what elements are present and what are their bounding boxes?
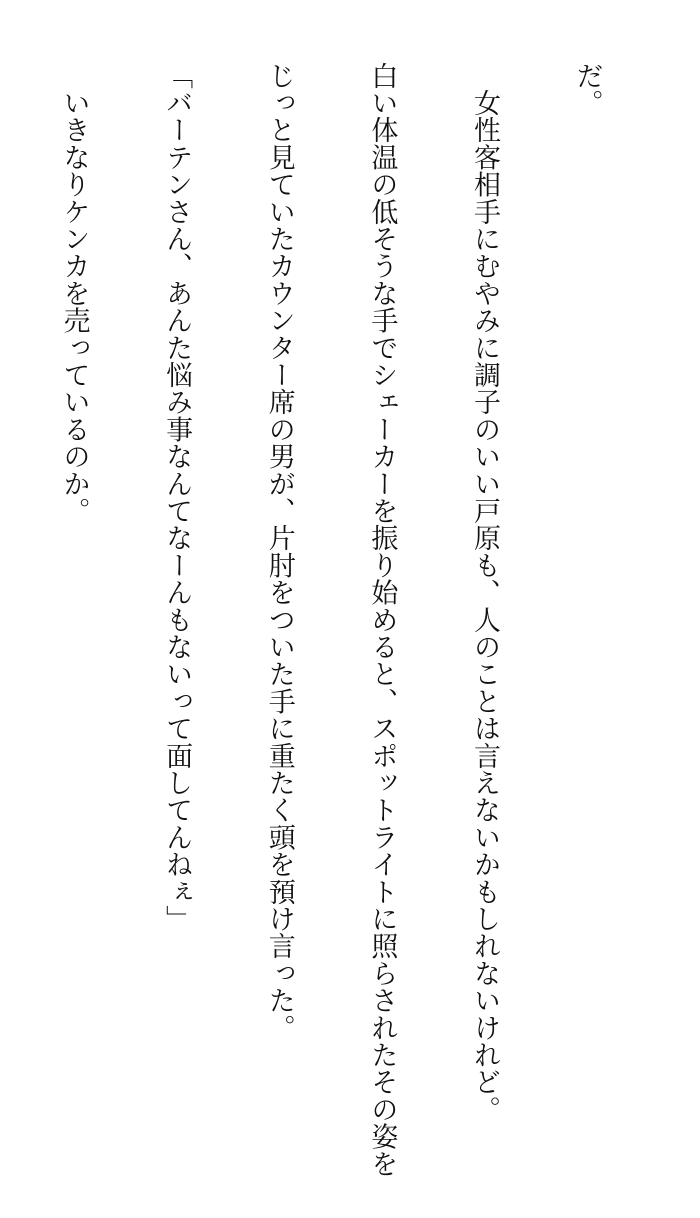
- text-line: じっと見ていたカウンター席の男が、片肘をついた手に重たく頭を預け言った。: [263, 62, 295, 1042]
- text-line: だ。: [571, 62, 603, 117]
- text-line: 女性客相手にむやみに調子のいい戸原も、人のことは言えないかもしれないけれど。: [468, 62, 500, 1123]
- text-line: いきなりケンカを売っているのか。: [58, 62, 90, 525]
- text-line: 白い体温の低そうな手でシェーカーを振り始めると、スポットライトに照らされたその姿を: [366, 62, 398, 1178]
- text-line: 「バーテンさん、あんた悩み事なんてなーんもないって面してんねぇ」: [161, 62, 193, 933]
- vertical-text-body: [0, 62, 672, 1178]
